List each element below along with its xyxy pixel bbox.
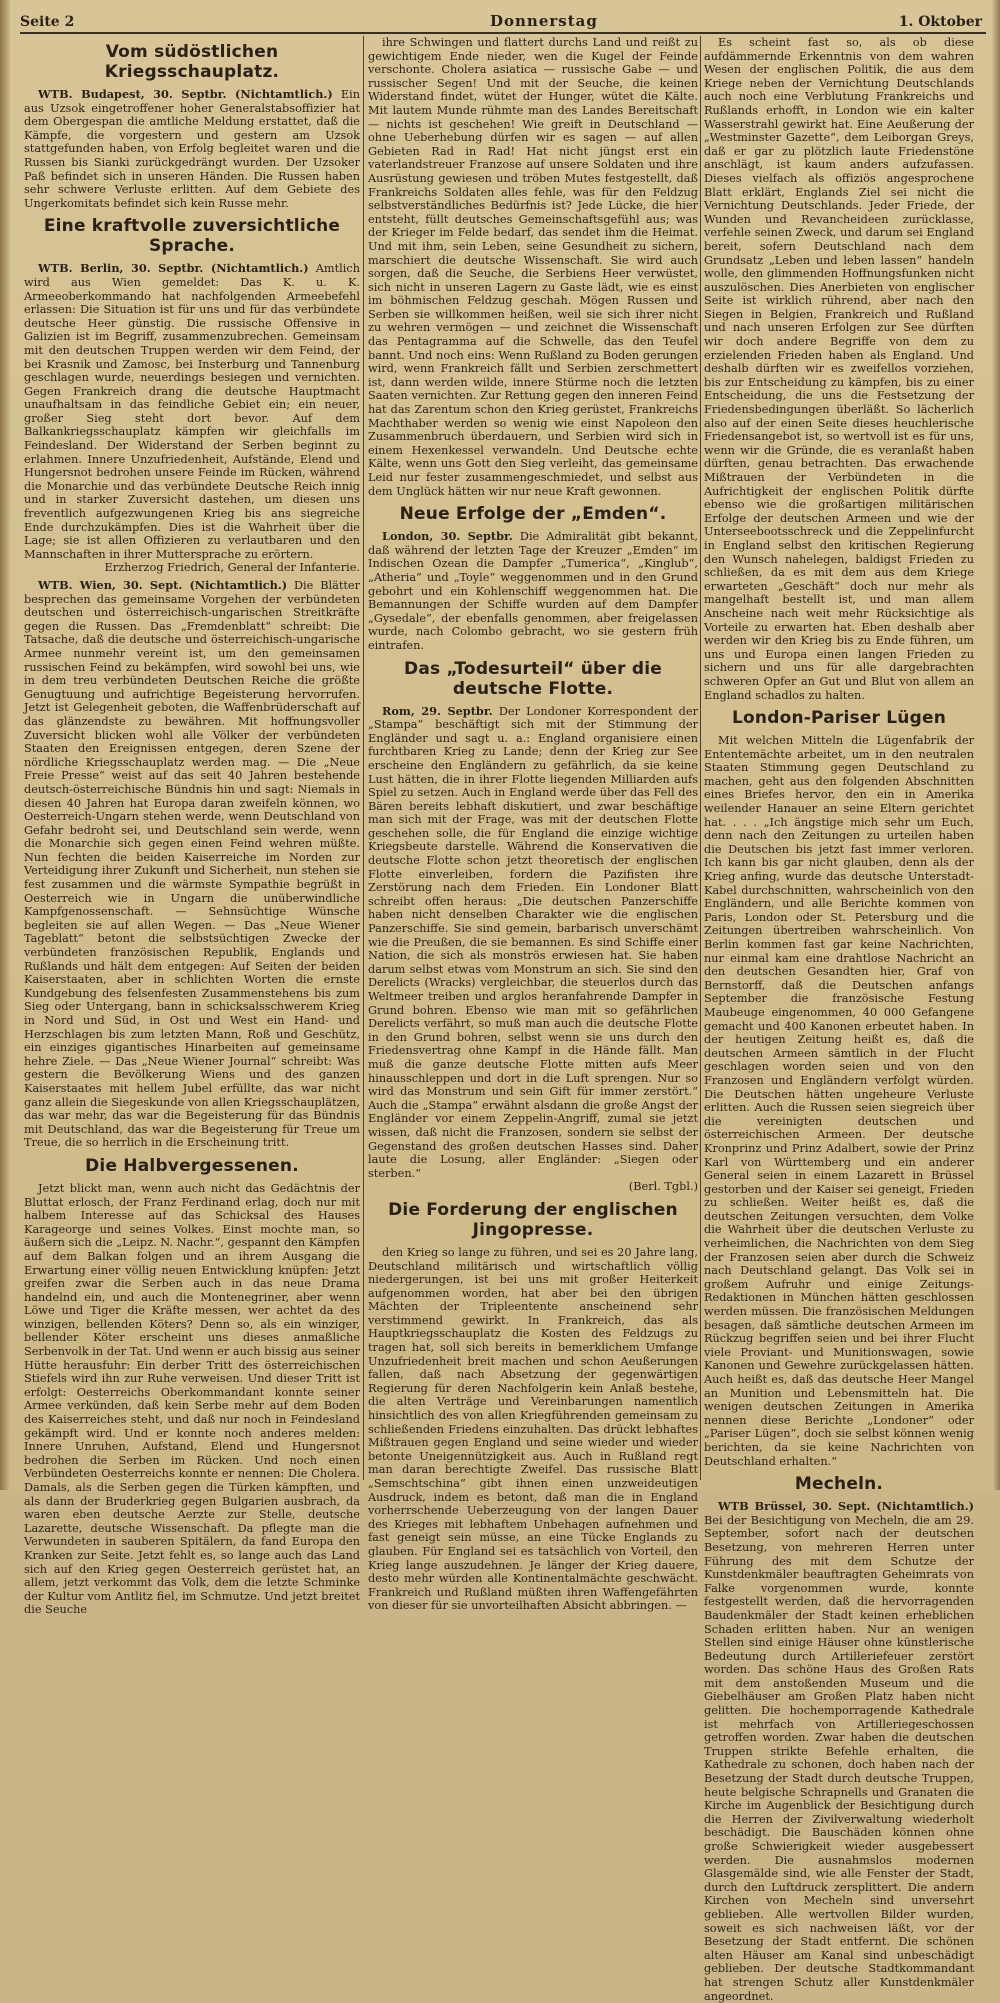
- article: [24, 579, 360, 1150]
- article-text: Bei der Besichtigung von Mecheln, die am 29. September, sofort nach der deutschen Besetzung, von mehreren Herren unter Führung des mit dem Schutze der Kunstdenkmäler beauftragten Geheimrats von Falke vorgenommen wurde, konnte festgestellt werden, daß die hervorragenden Baudenkmäler der Stadt keinen erheblichen Schaden erlitten haben. Nur an wenigen Stellen sind einige Häuser ohne künstlerische Bedeutung durch Artilleriefeuer zerstört worden. Das schöne Haus des Großen Rats mit dem anstoßenden Museum und die Giebelhäuser am Großen Platz haben nicht gelitten. Die hochemporragende Kathedrale ist mehrfach von Artilleriegeschossen getroffen worden. Zwar haben die deutschen Truppen strikte Befehle erhalten, die Kathedrale zu schonen, doch haben nach der Besetzung der Stadt durch deutsche Truppen, heute belgische Schrapnells und Granaten die Kirche im Augenblick der Besichtigung durch die Herren der Zivilverwaltung wiederholt beschädigt. Die Bauschäden können ohne große Schwierigkeit wieder ausgebessert werden. Die ausnahmslos modernen Glasgemälde sind, wie alle Fenster der Stadt, durch den Luftdruck zersplittert. Die andern Kirchen von Mecheln sind unversehrt geblieben. Alle wertvollen Bilder wurden, soweit es sich nachweisen läßt, vor der Besetzung der Stadt entfernt. Die schönen alten Häuser am Kanal sind unbeschädigt geblieben. Der deutsche Stadtkommandant hat strengen Schutz aller Kunstdenkmäler angeordnet.: [704, 1513, 974, 2003]
- article-headline: Die Halbvergessenen.: [85, 1155, 299, 1176]
- page-header: [20, 10, 986, 34]
- article-text: Es scheint fast so, als ob diese aufdämmernde Erkenntnis von dem wahren Wesen der englischen Politik, die aus dem Kriege neben der Vernichtung Deutschlands auch noch eine Verblutung Frankreichs und Rußlands erhofft, in London wie ein kalter Wasserstrahl gewirkt hat. Eine Aeußerung der „Westminster Gazette“, dem Leiborgan Greys, daß er gar zu plötzlich laute Friedenstöne anschlägt, ist kaum anders aufzufassen. Dieses vielfach als offiziös angesprochene Blatt erklärt, Englands Ziel sei nicht die Vernichtung Deutschlands. Jeder Friede, der Wunden und Revancheideen zurücklasse, verfehle seinen Zweck, und darum sei England bereit, sofern Deutschland nach dem Grundsatz „Leben und leben lassen“ handeln wolle, den glimmenden Hoffnungsfunken nicht auszulöschen. Dies Anerbieten von englischer Seite ist wirklich rührend, aber nach den Siegen in Belgien, Frankreich und Rußland und nach unseren Erfolgen zur See dürften wir doch andere Begriffe von dem zu erzielenden Frieden haben als England. Und deshalb dürften wir es zweifellos vorziehen, bis zur Entscheidung zu kämpfen, bis zu einer Entscheidung, die uns die Festsetzung der Friedensbedingungen überläßt. So lächerlich also auf der einen Seite dieses heuchlerische Friedensangebot ist, so wertvoll ist es für uns, wenn wir die Gründe, die es veranlaßt haben dürften, genau betrachten. Das erwachende Mißtrauen der Verbündeten in die Aufrichtigkeit der englischen Politik dürfte ebenso wie die großartigen militärischen Erfolge der deutschen Armeen und wie der Unterseebootsschreck und die Zeppelinfurcht in England selbst den kritischen Regierung den Wunsch nahelegen, baldigst Frieden zu schließen, da es mit dem aus dem Kriege erwarteten „Geschäft“ doch nur mehr als mangelhaft bestellt ist, und man allem Anscheine nach weit mehr Rücksichtige als Vorteile zu erwarten hat. Eben deshalb aber werden wir den Krieg bis zu Ende führen, um uns und Europa einen langen Frieden zu sichern und uns für alle dargebrachten schweren Opfer an Gut und Blut von allem an England schadlos zu halten.: [704, 36, 974, 702]
- issue-date: 1. Oktober: [898, 14, 982, 30]
- column-rule: [363, 36, 364, 1480]
- header-rule: [20, 32, 986, 34]
- article-headline: Das „Todesurteil“ über die deutsche Flotte.: [404, 658, 662, 699]
- article-dateline: Rom, 29. Septbr.: [382, 703, 493, 718]
- article-text: Jetzt blickt man, wenn auch nicht das Gedächtnis der Bluttat erlosch, der Franz Ferdinand erlag, doch nur mit halbem Interesse auf das Schicksal des Hauses Karageorge und seines Volkes. Einst mochte man, so äußern sich die „Leipz. N. Nachr.“, gespannt den Kämpfen auf dem Balkan folgen und an ihrem Ausgang die Erwartung einer völlig neuen Entwicklung knüpfen: Jetzt greifen zwar die Serben auch in das neue Drama handelnd ein, und auch die Montenegriner, aber wenn Löwe und Tiger die Kräfte messen, wer achtet da des winzigen, bellenden Köters? Denn so, als ein winziger, bellender Köter erscheint uns dieses anmaßliche Serbenvolk in der Tat. Und wenn er auch bissig aus seiner Hütte herausfuhr: Ein derber Tritt des österreichischen Stiefels wird ihn zur Ruhe verweisen. Und dieser Tritt ist erfolgt: Oesterreichs Oberkommandant konnte seiner Armee verkünden, daß kein Serbe mehr auf dem Boden des Kaiserreiches steht, und daß nur noch in Feindesland gekämpft wird. Und er konnte noch anderes melden: Innere Unruhen, Aufstand, Elend und Hungersnot bedrohen die Serben im Rücken. Und noch einen Verbündeten Oesterreichs konnte er nennen: Die Cholera. Damals, als die Serben gegen die Türken kämpften, und als dann der Bruderkrieg gegen Bulgarien ausbrach, da waren eben deutsche Aerzte zur Stelle, deutsche Lazarette, deutsche Wissenschaft. Da pflegte man die Verwundeten in sauberen Spitälern, da fand Europa den Kranken zur Seite. Jetzt fehlt es, so lange auch das Land sich auf den Krieg gegen Oesterreich gerüstet hat, an allem, jetzt verkommt das Volk, dem die letzte Schminke der Kultur vom Antlitz fiel, im Schmutze. Und jetzt breitet die Seuche: [24, 1181, 360, 1617]
- article-paragraph: [704, 1500, 974, 2003]
- article-dateline: London, 30. Septbr.: [382, 529, 513, 544]
- column-1: [24, 36, 361, 1617]
- article-paragraph: [24, 1182, 360, 1617]
- article-paragraph: [368, 36, 698, 498]
- article: [368, 659, 698, 1194]
- article-text: Der Londoner Korrespondent der „Stampa“ beschäftigt sich mit der Stimmung der Engländer und sagt u. a.: England organisiere einen furchtbaren Krieg zu Lande; denn der Krieg zur See erscheine den Engländern zu gefährlich, da sie keine Lust hätten, die in ihrer Flotte liegenden Milliarden aufs Spiel zu setzen. Auch in England werde über das Fell des Bären bereits lebhaft diskutiert, und zwar beschäftige man sich mit der Frage, was mit der deutschen Flotte geschehen solle, die für England die einzige wichtige Kriegsbeute darstelle. Während die Konservativen die deutsche Flotte schon jetzt theoretisch der englischen Flotte einverleiben, fordern die Pazifisten ihre Zerstörung nach dem Frieden. Ein Londoner Blatt schreibt offen heraus: „Die deutschen Panzerschiffe haben nicht denselben Charakter wie die englischen Panzerschiffe. Sie sind gemein, barbarisch unverschämt wie die Preußen, die sie bemannen. Es sind Schiffe einer Nation, die sich als monströs erwiesen hat. Sie haben darum selbst etwas vom Monstrum an sich. Sie sind den Derelicts (Wracks) vergleichbar, die steuerlos durch das Weltmeer treiben und arglos heranfahrende Dampfer in Grund bohren. Ebenso wie man mit so gefährlichen Derelicts verfährt, so muß man auch die deutsche Flotte in den Grund bohren, selbst wenn sie uns durch den Friedensvertrag ohne Kampf in die Hände fällt. Man muß die ganze deutsche Flotte mitten aufs Meer hinausschleppen und dort in die Luft sprengen. Nur so wird das Monstrum und sein Gift für immer zerstört.“ Auch die „Stampa“ erwähnt alsdann die große Angst der Engländer vor einem Zeppelin-Angriff, zumal sie jetzt wissen, daß nicht die Franzosen, sondern sie selbst der Gegenstand des großen deutschen Hasses sind. Daher laute die Losung, aller Engländer: „Siegen oder sterben.“: [368, 704, 698, 1180]
- article-headline: Neue Erfolge der „Emden“.: [399, 504, 667, 525]
- article-paragraph: [704, 734, 974, 1468]
- article-paragraph: [24, 262, 360, 561]
- article: [24, 216, 360, 575]
- article: [704, 36, 974, 702]
- article: [368, 1200, 698, 1613]
- article-headline: Die Forderung der englischen Jingopresse.: [388, 1199, 678, 1240]
- article-dateline: WTB. Budapest, 30. Septbr. (Nichtamtlich.): [38, 87, 333, 101]
- article-text: Die Admiralität gibt bekannt, daß während der letzten Tage der Kreuzer „Emden“ im Indischen Ozean die Dampfer „Tumerica“, „Kinglub“, „Atheria“ und „Toyle“ weggenommen und in den Grund gebohrt und ein Kohlenschiff weggenommen hat. Die Bemannungen der Schiffe wurden auf dem Dampfer „Gysedale“, der ebenfalls genommen, aber freigelassen wurde, nach Colombo gebracht, wo sie gestern früh eintrafen.: [368, 530, 698, 652]
- page-number: Seite 2: [20, 14, 75, 30]
- column-rule: [700, 36, 701, 1480]
- article-signature: (Berl. Tgbl.): [628, 1180, 698, 1194]
- article-text: Amtlich wird aus Wien gemeldet: Das K. u. K. Armeeoberkommando hat nachfolgenden Armeebefehl erlassen: Die Situation ist für uns und für das verbündete deutsche Heer günstig. Die russische Offensive in Galizien ist im Begriff, zusammenzubrechen. Gemeinsam mit den deutschen Truppen werden wir dem Feind, der bei Krasnik und Zamosc, bei Insterburg und Tannenburg geschlagen wurde, neuerdings besiegen und vernichten. Gegen Frankreich drang die deutsche Hauptmacht unaufhaltsam in das feindliche Gebiet ein; ein neuer, großer Sieg steht dort bevor. Auf dem Balkankriegsschauplatz kämpfen wir gleichfalls im Feindesland. Der Widerstand der Serben beginnt zu erlahmen. Innere Unzufriedenheit, Aufstände, Elend und Hungersnot bedrohen unsere Feinde im Rücken, während die Monarchie und das verbündete Deutsche Reich innig und in starker Zuversicht dastehen, um diesen uns freventlich aufgezwungenen Krieg bis ans siegreiche Ende durchzukämpfen. Dies ist die Wahrheit über die Lage; sie ist allen Offizieren zu verlautbaren und den Mannschaften in ihrer Muttersprache zu erörtern.: [24, 262, 361, 561]
- article-text: Ein aus Uzsok eingetroffener hoher Generalstabsoffizier hat dem Obergespan die amtliche Meldung erstattet, daß die Kämpfe, die vorgestern und gestern am Uzsok stattgefunden haben, von Erfolg begleitet waren und die Russen bis Sianki zurückgedrängt wurden. Der Uzsoker Paß befindet sich in unseren Händen. Die Russen haben sehr schwere Verluste erlitten. Auf dem Gebiete des Ungerkomitats befindet sich kein Russe mehr.: [24, 88, 360, 210]
- article-text: ihre Schwingen und flattert durchs Land und reißt zu gewichtigem Ende nieder, wen die Kugel der Feinde verschonte. Cholera asiatica — russische Gabe — und russischer Segen! Und mit der Seuche, die keinen Widerstand findet, wütet der Hunger, wütet die Kälte. Mit lautem Munde rühmte man des Landes Bereitschaft — nichts ist geschehen! Wie greift in Deutschland — ohne Ueberhebung dürfen wir es sagen — auf allen Gebieten Rad in Rad! Hat nicht jüngst erst ein vaterlandstreuer Franzose auf unsere Soldaten und ihre Ausrüstung gewiesen und tröben Mutes festgestellt, daß Frankreichs Soldaten alles fehle, was für den Feldzug selbstverständliches Bedürfnis ist? Jede Lücke, die hier entsteht, füllt deutsches Gemeinschaftsgefühl aus; was der Krieger im Felde bedarf, das sendet ihm die Heimat. Und mit ihm, sein Leben, seine Gesundheit zu sichern, marschiert die deutsche Wissenschaft. Sie wird auch sorgen, daß die Seuche, die Serbiens Heer verwüstet, sich nicht in unseren Lagern zu Gaste lädt, wie es einst im böhmischen Feldzug geschah. Mögen Russen und Serben sie willkommen heißen, weil sie sich ihrer nicht zu wehren vermögen — und zeichnet die Wissenschaft das Pentagramma auf die Schwelle, das den Teufel bannt. Und noch eins: Wenn Rußland zu Boden gerungen wird, wenn Frankreich fällt und Serbien zerschmettert ist, dann werden wilde, innere Stürme noch die letzten Saaten vernichten. Zur Rettung gegen den inneren Feind hat das Zarentum schon den Krieg gerüstet, Frankreichs Machthaber werden so wenig wie einst Napoleon den Zusammenbruch überdauern, und Serbien wird sich in einem Hexenkessel verwandeln. Und Deutsche echte Kälte, wenn uns Gott den Sieg verleiht, das gemeinsame Leid nur fester zusammengeschmiedet, und selbst aus dem Unglück hätten wir nur neue Kraft gewonnen.: [368, 36, 698, 498]
- page-shadow-left: [0, 0, 10, 1490]
- article: [24, 42, 360, 210]
- article-paragraph: [24, 579, 360, 1150]
- article-dateline: WTB. Wien, 30. Sept. (Nichtamtlich.): [38, 578, 288, 592]
- article-dateline: WTB. Berlin, 30. Septbr. (Nichtamtlich.): [38, 261, 309, 276]
- article-dateline: WTB Brüssel, 30. Sept. (Nichtamtlich.): [718, 1499, 974, 1514]
- article-paragraph: [368, 1246, 698, 1613]
- article-paragraph: [368, 705, 698, 1181]
- article-headline: Vom südöstlichen Kriegsschauplatz.: [104, 42, 280, 82]
- weekday: Donnerstag: [490, 12, 598, 30]
- article: [704, 708, 974, 1468]
- article-paragraph: [704, 36, 974, 702]
- article-paragraph: [24, 88, 360, 210]
- article: [24, 1156, 360, 1617]
- article-headline: Eine kraftvolle zuversichtliche Sprache.: [43, 216, 341, 257]
- column-3: [704, 36, 974, 2003]
- article-paragraph: [368, 530, 698, 652]
- article-text: Die Blätter besprechen das gemeinsame Vorgehen der verbündeten deutschen und österreichisch-ungarischen Streitkräfte gegen die Russen. Das „Fremdenblatt“ schreibt: Die Tatsache, daß die deutsche und österreichisch-ungarische Armee nunmehr vereint ist, um den gemeinsamen russischen Feind zu bekämpfen, wird sowohl bei uns, wie in dem treu verbündeten Deutschen Reiche die größte Genugtuung und aufrichtige Begeisterung hervorrufen. Jetzt ist Gelegenheit geboten, die Waffenbrüderschaft auf das glänzendste zu bewähren. Mit hoffnungsvoller Zuversicht blicken wohl alle Völker der verbündeten Staaten den Ereignissen entgegen, deren Szene der nördliche Kriegsschauplatz werden mag. — Die „Neue Freie Presse“ weist auf das seit 40 Jahren bestehende deutsch-österreichische Bündnis hin und sagt: Niemals in diesen 40 Jahren hat Europa daran zweifeln können, wo Oesterreich-Ungarn stehen werde, wenn Deutschland von Gefahr bedroht sei, und Deutschland sein werde, wenn die Monarchie sich gegen einen Feind wehren müßte. Nun fechten die beiden Kaiserreiche im Norden zur Verteidigung ihrer Zukunft und Sicherheit, nun stehen sie fest zusammen und die wärmste Sympathie begrüßt in Oesterreich wie in Ungarn die unüberwindliche Kampfgenossenschaft. — Sehnsüchtige Wünsche begleiten sie auf allen Wegen. — Das „Neue Wiener Tageblatt“ betont die selbstsüchtigen Zwecke der verbündeten französischen Republik, Englands und Rußlands und hält dem entgegen: Auf Seiten der beiden Kaiserstaaten, aber in schlichten Worten die ernste Kundgebung des felsenfesten Zusammenstehens bis zum Sieg oder Untergang, bann in schicksalsschwerem Krieg in Nord und Süd, in Ost und West ein Hand- und Herzschlagen bis zum letzten Mann, Roß und Geschütz, ein einziges gigantisches Hinarbeiten auf gemeinsame hehre Ziele. — Das „Neue Wiener Journal“ schreibt: Was gestern die Bevölkerung Wiens und des ganzen Kaiserstaates mit hellem Jubel erfüllte, das war nicht ganz allein die Siegeskunde von allen Kriegsschauplätzen, das war mehr, das war die Begeisterung für das Bündnis mit Deutschland, das war die Begeisterung für Treue um Treue, die so herrlich in die Erscheinung tritt.: [24, 579, 361, 1150]
- article-text: den Krieg so lange zu führen, und sei es 20 Jahre lang, Deutschland militärisch und wirtschaftlich völlig niedergerungen, ist bei uns mit großer Heiterkeit aufgenommen worden, hat aber bei den übrigen Mächten der Tripleentente anscheinend sehr verstimmend gewirkt. In Frankreich, das als Hauptkriegsschauplatz die Kosten des Feldzugs zu tragen hat, soll sich bereits in bemerklichem Umfange Unzufriedenheit breit machen und schon Aeußerungen fallen, daß nach Absetzung der gegenwärtigen Regierung für deren Nachfolgerin kein Anlaß bestehe, die alten Verträge und Vereinbarungen namentlich hinsichtlich des von allen Kriegführenden gemeinsam zu schließenden Friedens einzuhalten. Das drückt lebhaftes Mißtrauen gegen England und seine wieder und wieder betonte Uneigennützigkeit aus. Auch in Rußland regt man daran berechtigte Zweifel. Das russische Blatt „Semschtschina“ gibt ihnen einen unzweideutigen Ausdruck, indem es betont, daß man die in England vorherrschende Ueberzeugung von der langen Dauer des Krieges mit lebhaftem Unbehagen aufnehmen und fast geneigt sein müsse, an eine Tücke Englands zu glauben. Für England sei es tatsächlich von Vorteil, den Krieg lange auszudehnen. Je länger der Krieg dauere, desto mehr würden alle Kontinentalmächte geschwächt. Frankreich und Rußland müßten ihren Waffengefährten von dieser für sie unvorteilhaften Absicht abbringen. —: [368, 1245, 698, 1613]
- article-headline: London-Pariser Lügen: [732, 708, 946, 729]
- column-2: [368, 36, 698, 1613]
- article-text: Mit welchen Mitteln die Lügenfabrik der Ententemächte arbeitet, um in den neutralen Staaten Stimmung gegen Deutschland zu machen, geht aus den folgenden Abschnitten eines Briefes hervor, den ein in Amerika weilender Hanauer an seine Eltern gerichtet hat. . . . „Ich ängstige mich sehr um Euch, denn nach den Zeitungen zu urteilen haben die Deutschen bis jetzt fast immer verloren. Ich kann bis gar nicht glauben, denn als der Krieg anfing, wurde das deutsche Unterstadt-Kabel durchschnitten, wahrscheinlich von den Engländern, und alle Berichte kommen von Paris, London oder St. Petersburg und die Zeitungen übertreiben wahrscheinlich. Von Berlin kommen fast gar keine Nachrichten, nur einmal kam eine drahtlose Nachricht an den deutschen Gesandten hier, Graf von Bernstorff, daß die Deutschen anfangs September die französische Festung Maubeuge eingenommen, 40 000 Gefangene gemacht und 400 Kanonen erbeutet haben. In der heutigen Zeitung heißt es, daß die deutschen Armeen sämtlich in der Flucht geschlagen worden seien und von den Franzosen und Engländern verfolgt würden. Die Deutschen hätten ungeheure Verluste erlitten. Auch die Russen seien siegreich über die vereinigten deutschen und österreichischen Armeen. Der deutsche Kronprinz und Prinz Adalbert, sowie der Prinz Karl von Württemberg und ein anderer General seien in einem Lazarett in Brüssel gestorben und der Kaiser sei geneigt, Frieden zu schließen. Weiter heißt es, daß die deutschen Zeitungen versuchten, dem Volke die Wahrheit über die deutschen Verluste zu verheimlichen, die Nachrichten von dem Sieg der Franzosen seien aber durch die Schweiz nach Deutschland gelangt. Das Volk sei in großem Aufruhr und einige Zeitungs-Redaktionen in München hätten geschlossen werden müssen. Die französischen Meldungen besagen, daß sämtliche deutschen Armeen im Rückzug begriffen seien und bei ihrer Flucht viele Proviant- und Munitionswagen, sowie Kanonen und Gewehre zurückgelassen hätten. Auch heißt es, daß das deutsche Heer Mangel an Munition und Lebensmitteln hat. Die wenigen deutschen Zeitungen in Amerika nennen diese Berichte „Londoner“ oder „Pariser Lügen“, doch sie selbst können wenig berichten, da sie keine Nachrichten von Deutschland erhalten.“: [704, 734, 974, 1468]
- article: [368, 36, 698, 498]
- article-signature: Erzherzog Friedrich, General der Infanterie.: [104, 561, 360, 575]
- page-shadow-right: [992, 0, 1000, 1490]
- article: [368, 504, 698, 652]
- article-headline: Mecheln.: [794, 1474, 884, 1495]
- article: [704, 1474, 974, 2003]
